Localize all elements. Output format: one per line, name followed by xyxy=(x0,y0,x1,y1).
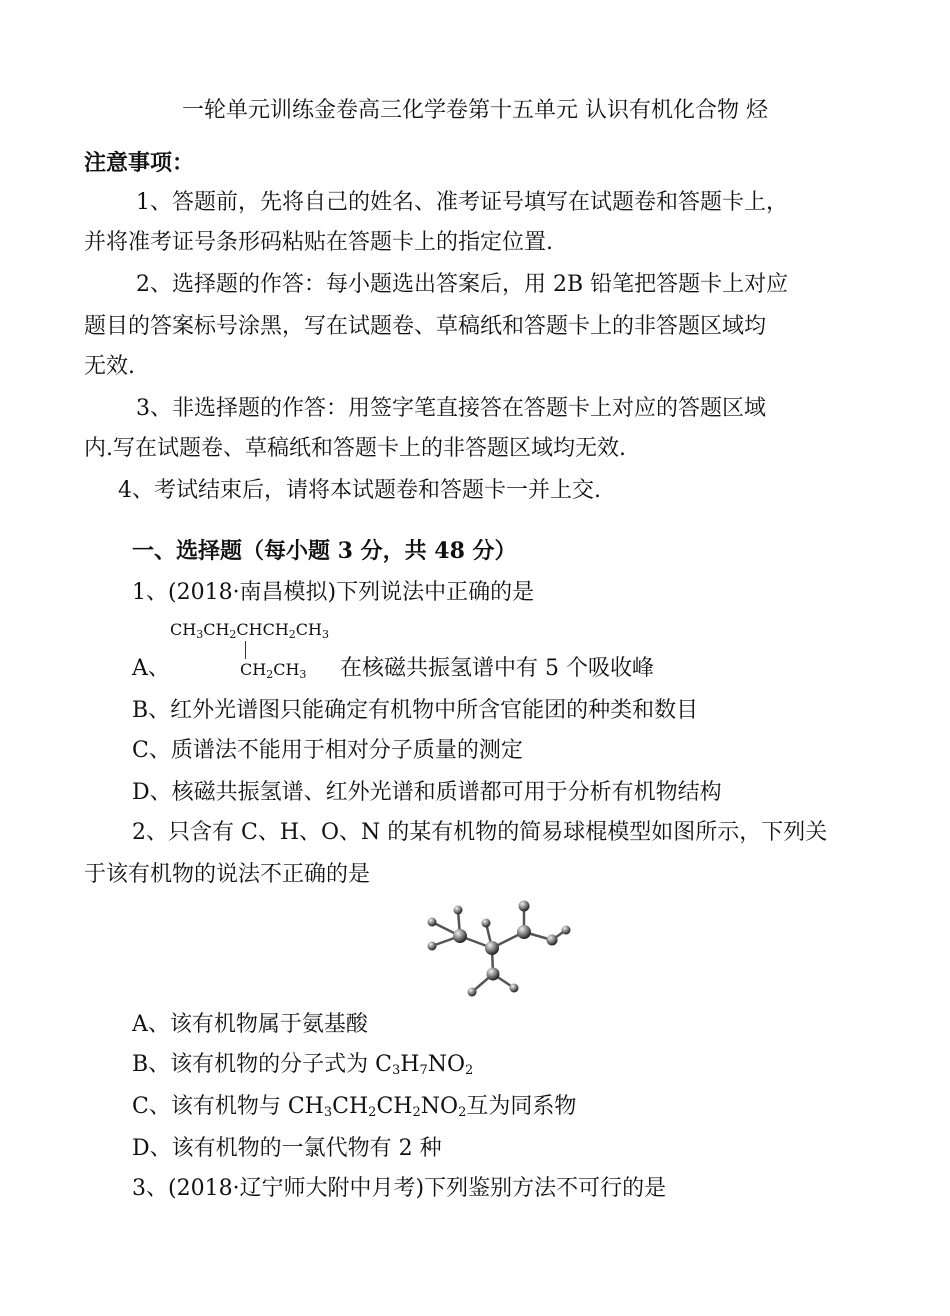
q1-option-a-label: A、 xyxy=(132,656,170,681)
notice-item-2-line-3: 无效. xyxy=(84,354,135,379)
oxygen-atom xyxy=(519,901,530,912)
molecule-bonds xyxy=(432,906,566,992)
nitrogen-atom xyxy=(487,968,500,981)
notice-item-4: 4、考试结束后，请将本试题卷和答题卡一并上交. xyxy=(118,478,601,503)
notice-item-2-line-2: 题目的答案标号涂黑，写在试题卷、草稿纸和答题卡上的非答题区域均 xyxy=(84,314,767,339)
carbon-atom xyxy=(517,925,531,939)
q1-option-d: D、核磁共振氢谱、红外光谱和质谱都可用于分析有机物结构 xyxy=(132,780,722,805)
q1-option-c: C、质谱法不能用于相对分子质量的测定 xyxy=(132,738,523,763)
notice-item-2-line-1: 2、选择题的作答：每小题选出答案后，用 2B 铅笔把答题卡上对应 xyxy=(136,272,789,297)
question-2-stem-line-1: 2、只含有 C、H、O、N 的某有机物的简易球棍模型如图所示，下列关 xyxy=(132,820,828,845)
carbon-atom xyxy=(485,941,499,955)
notice-item-1-line-1: 1、答题前，先将自己的姓名、准考证号填写在试题卷和答题卡上， xyxy=(136,190,788,215)
document-title: 一轮单元训练金卷高三化学卷第十五单元 认识有机化合物 烃 xyxy=(182,98,768,123)
q1-option-b: B、红外光谱图只能确定有机物中所含官能团的种类和数目 xyxy=(132,698,699,723)
hydrogen-atom xyxy=(428,942,437,951)
carbon-atom xyxy=(453,929,467,943)
question-3-stem: 3、(2018·辽宁师大附中月考)下列鉴别方法不可行的是 xyxy=(132,1176,667,1201)
q2-option-b: B、该有机物的分子式为 $C_3H_7NO_2$ xyxy=(132,1052,474,1078)
oxygen-atom xyxy=(547,935,558,946)
section-1-heading: 一、选择题（每小题 3 分，共 48 分） xyxy=(132,538,517,564)
q1-option-a-text: 在核磁共振氢谱中有 5 个吸收峰 xyxy=(340,656,654,681)
notice-item-3-line-1: 3、非选择题的作答：用签字笔直接答在答题卡上对应的答题区域 xyxy=(136,396,766,421)
hydrogen-atom xyxy=(482,919,491,928)
notice-item-1-line-2: 并将准考证号条形码粘贴在答题卡上的指定位置. xyxy=(84,230,553,255)
q2-option-d: D、该有机物的一氯代物有 2 种 xyxy=(132,1136,442,1161)
q1-structural-formula-bond xyxy=(245,641,246,659)
ball-and-stick-model-figure xyxy=(420,898,590,1003)
question-1-stem: 1、(2018·南昌模拟)下列说法中正确的是 xyxy=(132,580,535,605)
notice-item-3-line-2: 内.写在试题卷、草稿纸和答题卡上的非答题区域均无效. xyxy=(84,436,626,461)
q2-option-a: A、该有机物属于氨基酸 xyxy=(132,1012,368,1037)
q2-option-c: C、该有机物与 $CH_3CH_2CH_2NO_2$互为同系物 xyxy=(132,1094,577,1120)
hydrogen-atom xyxy=(510,984,519,993)
hydrogen-atom xyxy=(454,906,463,915)
question-2-stem-line-2: 于该有机物的说法不正确的是 xyxy=(84,862,371,887)
hydrogen-atom xyxy=(428,918,437,927)
hydrogen-atom xyxy=(468,988,477,997)
q1-structural-formula-branch: CH2CH3 xyxy=(240,660,307,681)
q1-structural-formula-main: CH3CH2CHCH2CH3 xyxy=(170,620,329,641)
hydrogen-atom xyxy=(562,926,571,935)
notice-heading: 注意事项： xyxy=(84,150,195,176)
